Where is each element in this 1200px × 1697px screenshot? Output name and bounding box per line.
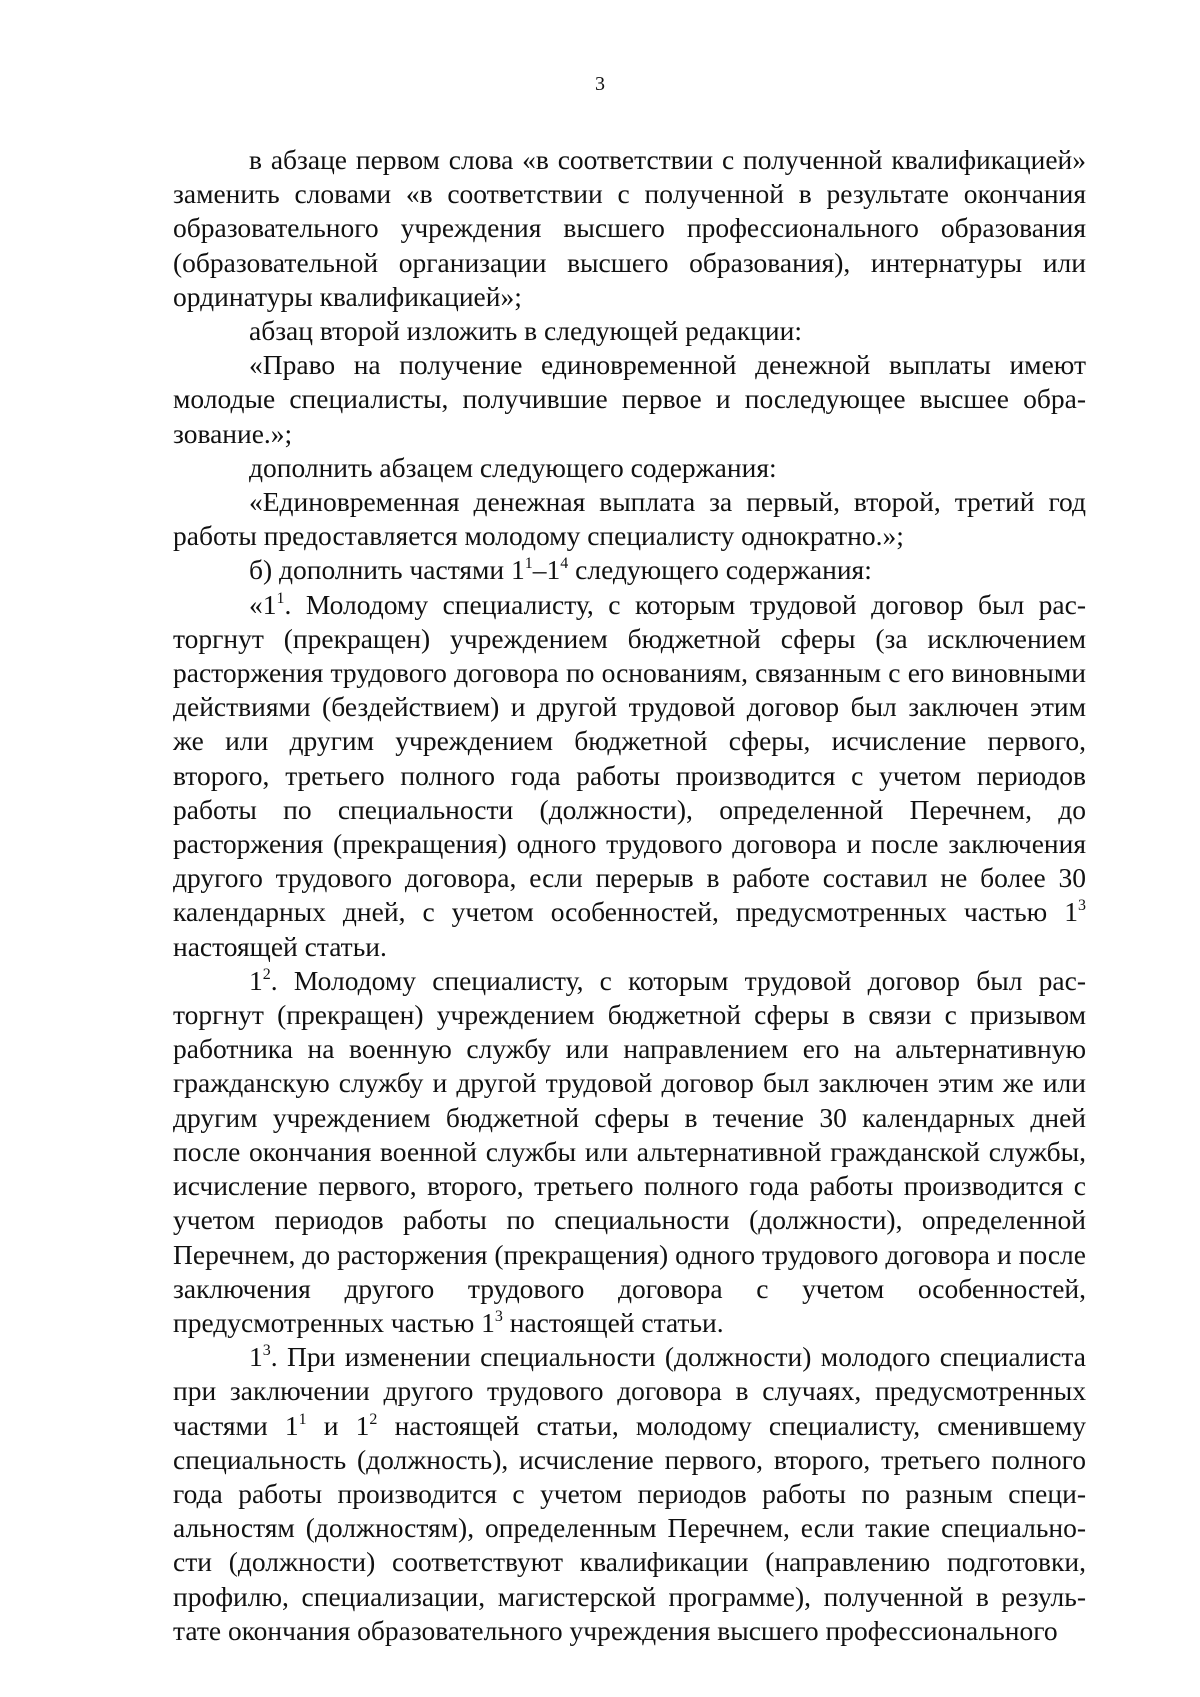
paragraph: абзац второй изложить в следующей редакции: [249, 315, 803, 347]
paragraph: «Единовременная денежная выплата за первый, второй, третий год работы предоставляется молодому специалисту однократно.»; [173, 486, 1086, 552]
document-body [173, 143, 1086, 1648]
superscript: 3 [1078, 897, 1086, 915]
page-number: 3 [595, 73, 605, 95]
paragraph: в абзаце первом слова «в соответствии с полученной квалификацией» заменить словами «в соответствии с полученной в результате окончания образовательного учреждения высшего профессионального образования (образовательной организации высшего образования), интернатуры или ординатуры квалификацией»; [173, 144, 1086, 312]
paragraph: «$1^1$. Молодому специалисту, с которым трудовой договор был расторгнут (прекращен) учреждением бюджетной сферы (за исключением расторжения трудового договора по основаниям, связанным с его виновными действиями (бездействием) и другой трудовой договор был заключен этим же или другим учреждением бюджетной сферы, исчисление первого, второго, третьего полного года работы производится с учетом периодов работы по специальности (должности), определенной Перечнем, до расторжения (прекращения) одного трудового договора и после заключения другого трудового договора, если перерыв в работе составил не более 30 календарных дней, с учетом особенностей, предусмотренных частью $1^3$ настоящей статьи. [173, 588, 1086, 962]
superscript: 1 [524, 555, 533, 573]
superscript: 1 [276, 589, 285, 607]
superscript: 3 [262, 1342, 271, 1360]
paragraph: $1^2$. Молодому специалисту, с которым трудовой договор был расторгнут (прекращен) учреждением бюджетной сферы в связи с призывом работника на военную службу или направлением его на альтернативную гражданскую службу и другой трудовой договор был заключен этим же или другим учреждением бюджетной сферы в течение 30 календарных дней после окончания военной службы или альтернативной гражданской службы, исчисление первого, второго, третьего полного года работы производится с учетом периодов работы по специальности (должности), определенной Перечнем, до расторжения (прекращения) одного трудового договора и после заключения другого трудового договора с учетом особенностей, предусмотренных частью $1^3$ настоящей статьи. [173, 964, 1086, 1338]
superscript: 4 [560, 555, 569, 573]
superscript: 2 [369, 1410, 378, 1428]
paragraph: б) дополнить частями $1^1-1^4$ следующего содержания: [249, 554, 872, 586]
superscript: 2 [262, 965, 271, 983]
paragraph: $1^3$. При изменении специальности (должности) молодого специалиста при заключении другого трудового договора в случаях, предусмотренных частями $1^1$ и $1^2$ настоящей статьи, молодому специалисту, сменившему специальность (должность), исчисление первого, второго, третьего полного года работы производится с учетом периодов работы по разным специальностям (должностям), определенным Перечнем, если такие специальности (должности) соответствуют квалификации (направлению подготовки, профилю, специализации, магистерской программе), полученной в результате окончания образовательного учреждения высшего профессионального [173, 1341, 1086, 1646]
paragraph: дополнить абзацем следующего содержания: [249, 451, 777, 483]
superscript: 3 [494, 1307, 503, 1325]
superscript: 1 [298, 1410, 307, 1428]
paragraph: «Право на получение единовременной денежной выплаты имеют молодые специалисты, получившие первое и последующее высшее образование.»; [173, 349, 1086, 449]
